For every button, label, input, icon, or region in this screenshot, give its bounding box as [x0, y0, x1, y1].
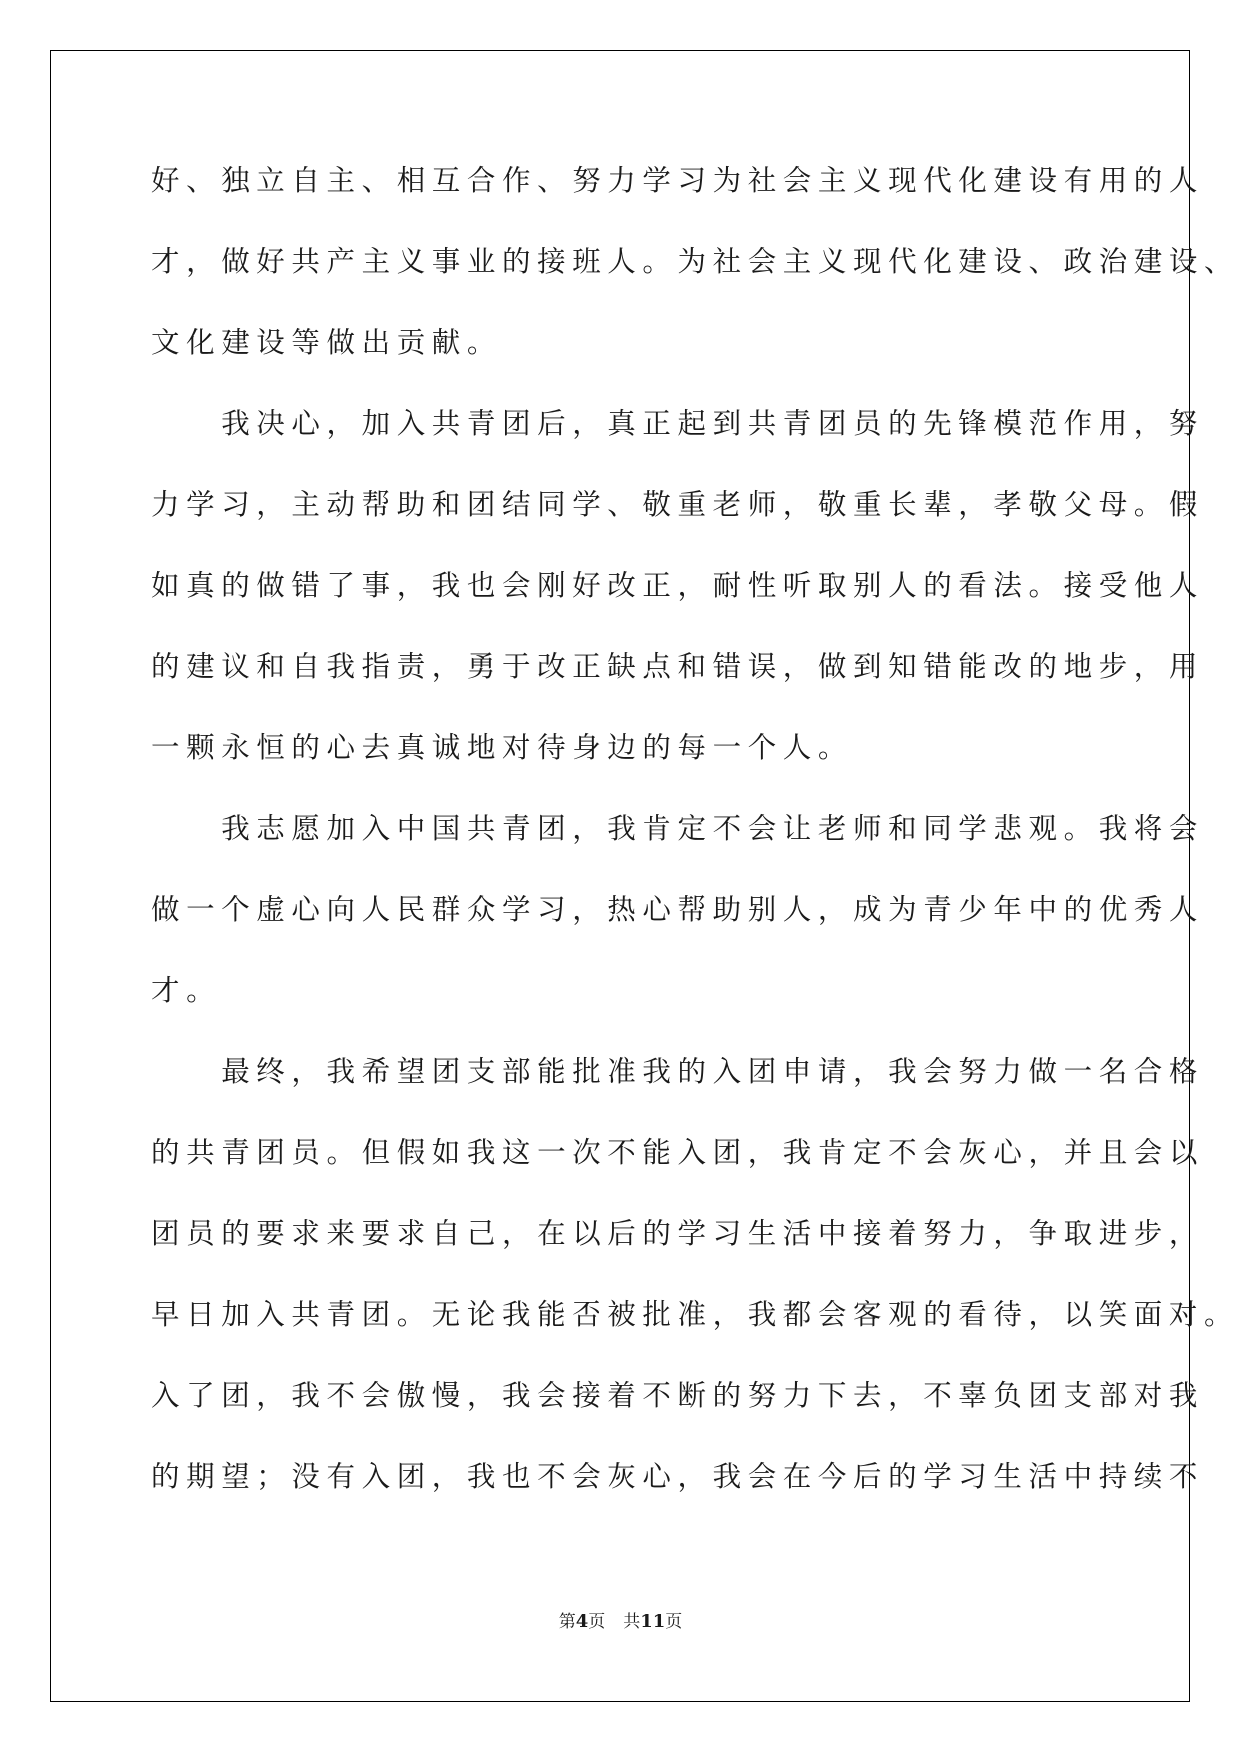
text-line: 文化建设等做出贡献。	[151, 326, 503, 359]
text-line: 我决心，加入共青团后，真正起到共青团员的先锋模范作用，努	[151, 407, 1205, 440]
text-line: 的期望；没有入团，我也不会灰心，我会在今后的学习生活中持续不	[151, 1460, 1205, 1493]
page-footer	[0, 1610, 1241, 1634]
text-line: 才。	[151, 974, 222, 1007]
text-line: 入了团，我不会傲慢，我会接着不断的努力下去，不辜负团支部对我	[151, 1379, 1205, 1412]
text-line: 的建议和自我指责，勇于改正缺点和错误，做到知错能改的地步，用	[151, 650, 1205, 683]
text-line: 如真的做错了事，我也会刚好改正，耐性听取别人的看法。接受他人	[151, 569, 1205, 602]
text-line: 团员的要求来要求自己，在以后的学习生活中接着努力，争取进步，	[151, 1217, 1205, 1250]
text-line: 的共青团员。但假如我这一次不能入团，我肯定不会灰心，并且会以	[151, 1136, 1205, 1169]
footer-prefix: 第	[558, 1612, 576, 1632]
current-page-number: 4	[575, 1611, 589, 1632]
text-line: 最终，我希望团支部能批准我的入团申请，我会努力做一名合格	[151, 1055, 1205, 1088]
text-line: 力学习，主动帮助和团结同学、敬重老师，敬重长辈，孝敬父母。假	[151, 488, 1205, 521]
footer-total-suffix: 页	[665, 1612, 683, 1632]
text-line: 我志愿加入中国共青团，我肯定不会让老师和同学悲观。我将会	[151, 812, 1205, 845]
document-body	[151, 164, 1240, 1543]
text-line: 才，做好共产主义事业的接班人。为社会主义现代化建设、政治建设、	[151, 245, 1240, 278]
total-pages-number: 11	[640, 1611, 666, 1632]
text-line: 好、独立自主、相互合作、努力学习为社会主义现代化建设有用的人	[151, 164, 1205, 197]
footer-total-prefix: 共	[623, 1612, 641, 1632]
text-line: 做一个虚心向人民群众学习，热心帮助别人，成为青少年中的优秀人	[151, 893, 1205, 926]
footer-page-word: 页	[588, 1612, 606, 1632]
text-line: 早日加入共青团。无论我能否被批准，我都会客观的看待，以笑面对。	[151, 1298, 1240, 1331]
text-line: 一颗永恒的心去真诚地对待身边的每一个人。	[151, 731, 854, 764]
